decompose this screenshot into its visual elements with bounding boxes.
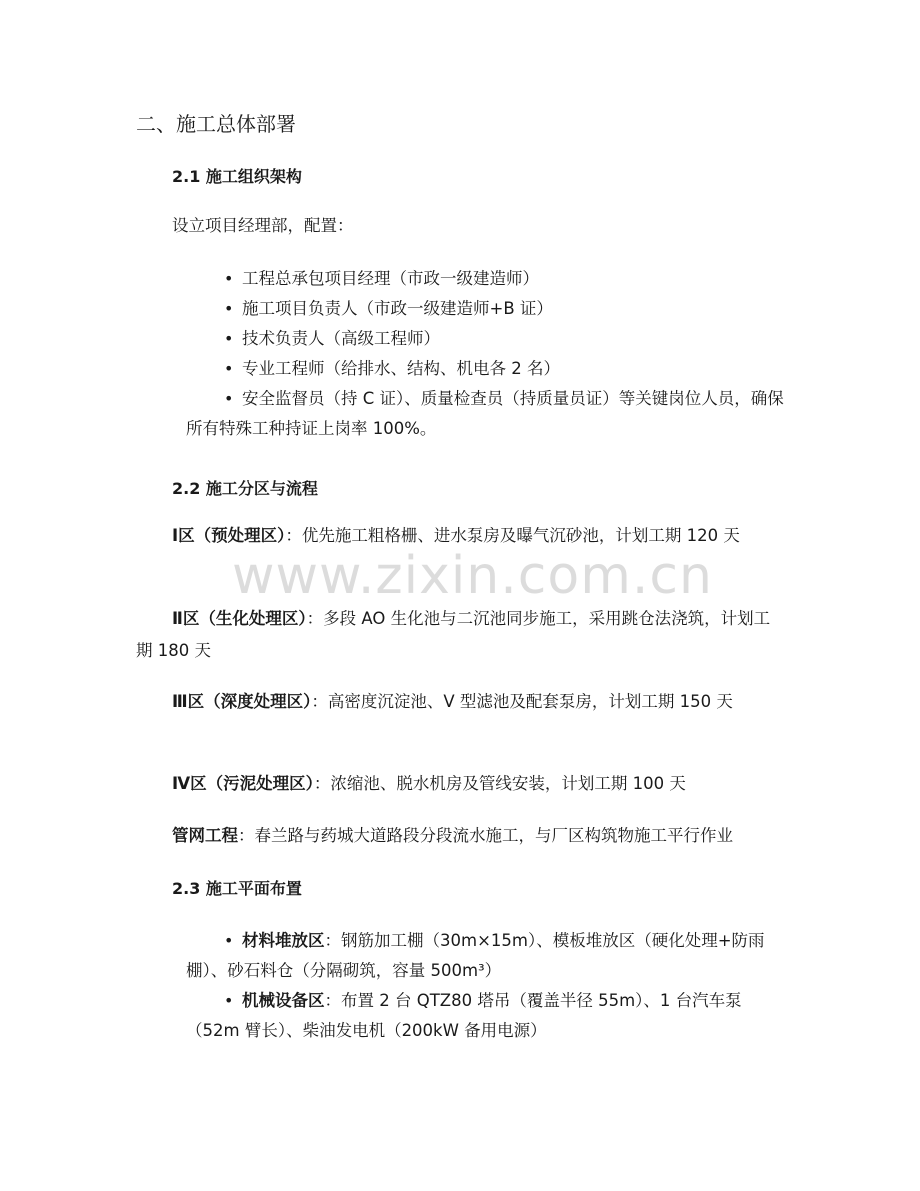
zone-label: Ⅳ区（污泥处理区） [172,774,314,793]
heading-2-1: 2.1 施工组织架构 [172,167,302,186]
list-item: • 专业工程师（给排水、结构、机电各 2 名） [186,354,786,384]
zone-label: Ⅲ区（深度处理区） [172,692,312,711]
layout-list [186,926,786,1046]
list-item: • 施工项目负责人（市政一级建造师+B 证） [186,294,786,324]
zone-text: ：高密度沉淀池、V 型滤池及配套泵房，计划工期 150 天 [311,692,733,711]
heading-2-3: 2.3 施工平面布置 [172,879,302,898]
zone-paragraph [136,686,786,718]
zone-label: 管网工程 [172,826,238,845]
list-item: • 安全监督员（持 C 证）、质量检查员（持质量员证）等关键岗位人员，确保所有特殊工种持证上岗率 100%。 [186,384,786,444]
zone-text: ：优先施工粗格栅、进水泵房及曝气沉砂池，计划工期 120 天 [285,526,740,545]
pipe-network-paragraph [136,820,786,852]
zone-text: ：浓缩池、脱水机房及管线安装，计划工期 100 天 [313,774,686,793]
intro-paragraph: 设立项目经理部，配置： [172,216,354,235]
zone-paragraph [136,768,786,800]
item-label: 材料堆放区 [242,931,325,950]
watermark: www.zixin.com.cn [232,546,713,606]
list-item: • 工程总承包项目经理（市政一级建造师） [186,264,786,294]
item-text: ：布置 2 台 QTZ80 塔吊（覆盖半径 55m）、1 台汽车泵（52m 臂长）、柴油发电机（200kW 备用电源） [186,991,742,1040]
zone-text: ：春兰路与药城大道路段分段流水施工，与厂区构筑物施工平行作业 [238,826,733,845]
item-text: ：钢筋加工棚（30m×15m）、模板堆放区（硬化处理+防雨棚）、砂石料仓（分隔砌筑，容量 500m³） [186,931,765,980]
zone-text: ：多段 AO 生化池与二沉池同步施工，采用跳仓法浇筑，计划工期 180 天 [136,609,771,660]
zone-paragraph [136,603,786,667]
list-item [186,986,786,1046]
section-title: 二、施工总体部署 [136,112,296,136]
staff-list [186,264,786,444]
list-item [186,926,786,986]
item-label: 机械设备区 [242,991,325,1010]
zone-label: Ⅰ区（预处理区） [172,526,286,545]
heading-2-2: 2.2 施工分区与流程 [172,479,318,498]
zone-label: Ⅱ区（生化处理区） [172,609,307,628]
list-item: • 技术负责人（高级工程师） [186,324,786,354]
